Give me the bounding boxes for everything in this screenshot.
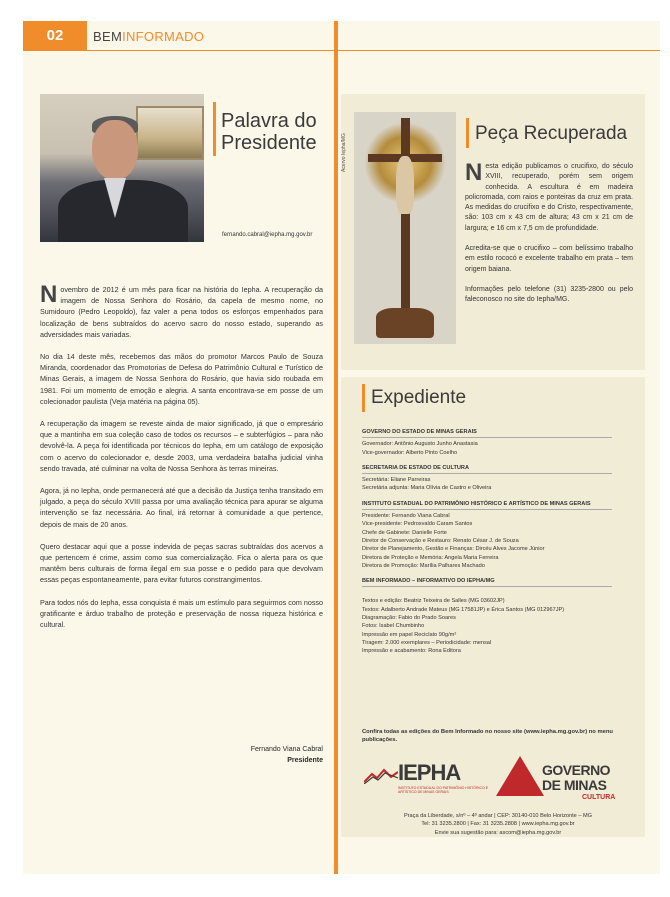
credit-line: Governador: Antônio Augusto Junho Anastasia [362,441,478,448]
group-heading: GOVERNO DO ESTADO DE MINAS GERAIS [362,429,477,435]
article-paragraph-6: Para todos nós do Iepha, essa conquista é mais um estímulo para seguirmos com nosso gratificante e árduo trabalho de proteção e preservação de nossa riqueza histórica e cultural. [40,597,323,630]
gov-line1: GOVERNO [542,762,611,778]
president-email: fernando.cabral@iepha.mg.gov.br [222,232,313,238]
address-block [362,812,634,837]
photo-credit: Acervo Iepha/MG [341,133,347,172]
head [92,120,138,180]
governo-minas-logo [496,756,632,806]
peca-paragraph-2: Acredita-se que o crucifixo – com belíssimo trabalho em estilo rococó e excelente trabalho em prata – tem origem baiana. [465,245,633,273]
credit-line: Diagramação: Fabio do Prado Soares [362,615,456,622]
iepha-mountain-icon [364,768,398,784]
crucifix-photo [354,112,456,344]
president-title-line2: Presidente [221,132,317,154]
brand-part1: BEM [93,29,123,44]
credit-line: Impressão e acabamento: Rona Editora [362,648,461,655]
expediente-credits [362,428,632,663]
credits-group-instituto [362,500,632,570]
credit-line: Fotos: Isabel Chumbinho [362,623,425,630]
credit-line: Presidente: Fernando Viana Cabral [362,513,450,520]
suit [58,180,188,242]
peca-title: Peça Recuperada [475,123,628,144]
crucifix-base [376,308,434,338]
expediente-title: Expediente [371,387,467,408]
group-heading: SECRETARIA DE ESTADO DE CULTURA [362,464,470,471]
president-title [221,110,317,154]
article-paragraph-1: Novembro de 2012 é um mês para ficar na história do Iepha. A recuperação da imagem de Nossa Senhora do Rosário, da capela de mesmo nome, no Sumidouro (Pedro Leopoldo), faz valer a pena todos os esforços empenhados para localização de bens subtraídos do acervo sacro do nosso estado, superando as adversidades mais variadas. [40,281,323,339]
group-rule [362,437,612,438]
group-rule [362,473,612,474]
brand-part2: INFORMADO [122,29,205,44]
credit-line: Impressão em papel Reciclato 90g/m² [362,631,457,638]
group-rule [362,509,612,510]
article-paragraph-4: Agora, já no Iepha, onde permanecerá até que a decisão da Justiça tenha transitado em julgado, a peça do século XVIII passa por uma avaliação técnica para apurar se alguma intervenção se faz necessária. Ao final, irá retornar à comunidade a que pertence, depois de mais de 20 anos. [40,486,323,529]
triangle-icon [496,756,544,796]
credit-line: Vice-presidente: Pedrosvaldo Caram Santos [362,521,473,528]
iepha-wordmark: IEPHA [398,760,461,785]
president-photo [40,94,204,242]
article-paragraph-2: No dia 14 deste mês, recebemos das mãos do promotor Marcos Paulo de Souza Miranda, coordenador das Promotorias de Defesa do Patrimônio Cultural e Turístico de Minas Gerais, a imagem de Nossa Senhora do Rosário, que havia sido roubada em 1981. Foi um momento de emoção e alegria. A santa encontrava-se em posse de um colecionador paulista (Veja matéria na página 05). [40,352,323,406]
cross-vertical [401,118,410,314]
peca-paragraph-3: Informações pelo telefone (31) 3235-2800 ou pelo faleconosco no site do Iepha/MG. [465,285,633,304]
article-paragraph-5: Quero destacar aqui que a posse indevida de peças sacras subtraídas dos acervos a que pertencem é crime, assim como sua comercialização. Fica o alerta para os que mantêm bens culturais de forma ilegal em sua posse e o pedido para que devolvam essas peças espontaneamente, para evitar futuros constrangimentos. [40,541,323,585]
signature [180,744,323,766]
credit-line: Textos: Adalberto Andrade Mateus (MG 17581JP) e Érica Santos (MG 012967JP) [362,606,565,613]
credit-line: Diretora de Promoção: Marília Palhares Machado [362,562,485,569]
credits-group-governo [362,428,632,457]
brand-logo [93,29,204,44]
iepha-logo [364,760,492,796]
dropcap: N [40,281,58,308]
signature-role: Presidente [287,757,323,764]
page-header [23,21,660,51]
column-divider [334,21,338,874]
peca-title-bar [466,118,469,148]
president-article [40,281,323,641]
background-painting [136,106,204,160]
credit-line: Secretária: Eliane Parreiras [362,477,431,484]
peca-paragraph-1: Nesta edição publicamos o crucifixo, do século XVIII, recuperado, porém sem origem conhecida. A escultura é em madeira policromada, com raios e ponteiras da cruz em prata. As medidas do crucifixo e do Cristo, respectivamente, são: 103 cm x 43 cm de altura; 43 cm x 21 cm de largura; e 16 cm x 7,5 cm de profundidade. [465,159,633,232]
credit-line: Diretor de Planejamento, Gestão e Finanças: Dircéu Alves Jacome Júnior [362,546,545,553]
address-line: Envie sua sugestão para: ascom@iepha.mg.gov.br [434,829,562,836]
credit-line: Tiragem: 2.000 exemplares – Periodicidade: mensal [362,639,492,646]
credit-line: Vice-governador: Alberto Pinto Coelho [362,449,458,456]
christ-figure [396,156,414,214]
expediente-title-bar [362,384,365,412]
president-title-line1: Palavra do [221,110,317,132]
gov-line3: CULTURA [582,794,616,801]
address-line: Praça da Liberdade, s/nº – 4º andar | CEP: 30140-010 Belo Horizonte – MG [403,813,593,819]
article-paragraph-3: A recuperação da imagem se reveste ainda de maior significado, já que o empresário que a mantinha em sua coleção caso de todos os recursos – e subterfúgios – para não devolvê-la. A peça foi identificada por técnicos do Iepha, em um catálogo de exposição com o acervo do colecionador e, desde 2003, uma verdadeira batalha judicial vinha sendo travada, até culminar na volta de Nossa Senhora às terras mineiras. [40,419,323,473]
group-heading: BEM INFORMADO – INFORMATIVO DO IEPHA/MG [362,578,495,585]
credit-line: Diretora de Proteção e Memória: Angela Maria Ferreira [362,554,499,561]
website-note: Confira todas as edições do Bem Informado no nosso site (www.iepha.mg.gov.br) no menu publicações. [362,729,613,743]
peca-dropcap: N [465,159,483,186]
group-heading: INSTITUTO ESTADUAL DO PATRIMÔNIO HISTÓRICO E ARTÍSTICO DE MINAS GERAIS [362,500,591,507]
credits-group-secretaria [362,464,632,493]
credit-line: Chefe de Gabinete: Danielle Forte [362,529,447,536]
president-title-bar [213,102,216,156]
peca-text [465,159,633,316]
signature-name: Fernando Viana Cabral [250,746,323,753]
credit-line: Secretária adjunta: Maria Olívia de Castro e Oliveira [362,485,492,492]
header-rule [87,50,660,51]
group-rule [362,586,612,587]
gov-line2: DE MINAS [542,777,607,793]
credit-line: Diretor de Conservação e Restauro: Renato César J. de Souza [362,537,519,544]
iepha-subtitle: INSTITUTO ESTADUAL DO PATRIMÔNIO HISTÓRICO E ARTÍSTICO DE MINAS GERAIS [398,786,489,794]
credit-line: Textos e edição: Beatriz Teixeira de Salles (MG 03602JP) [362,598,505,605]
address-line: Tel: 31 3235.2800 | Fax: 31 3235.2808 | www.iepha.mg.gov.br [421,821,575,828]
credits-group-bem-informado [362,577,632,655]
page-number: 02 [23,21,87,51]
